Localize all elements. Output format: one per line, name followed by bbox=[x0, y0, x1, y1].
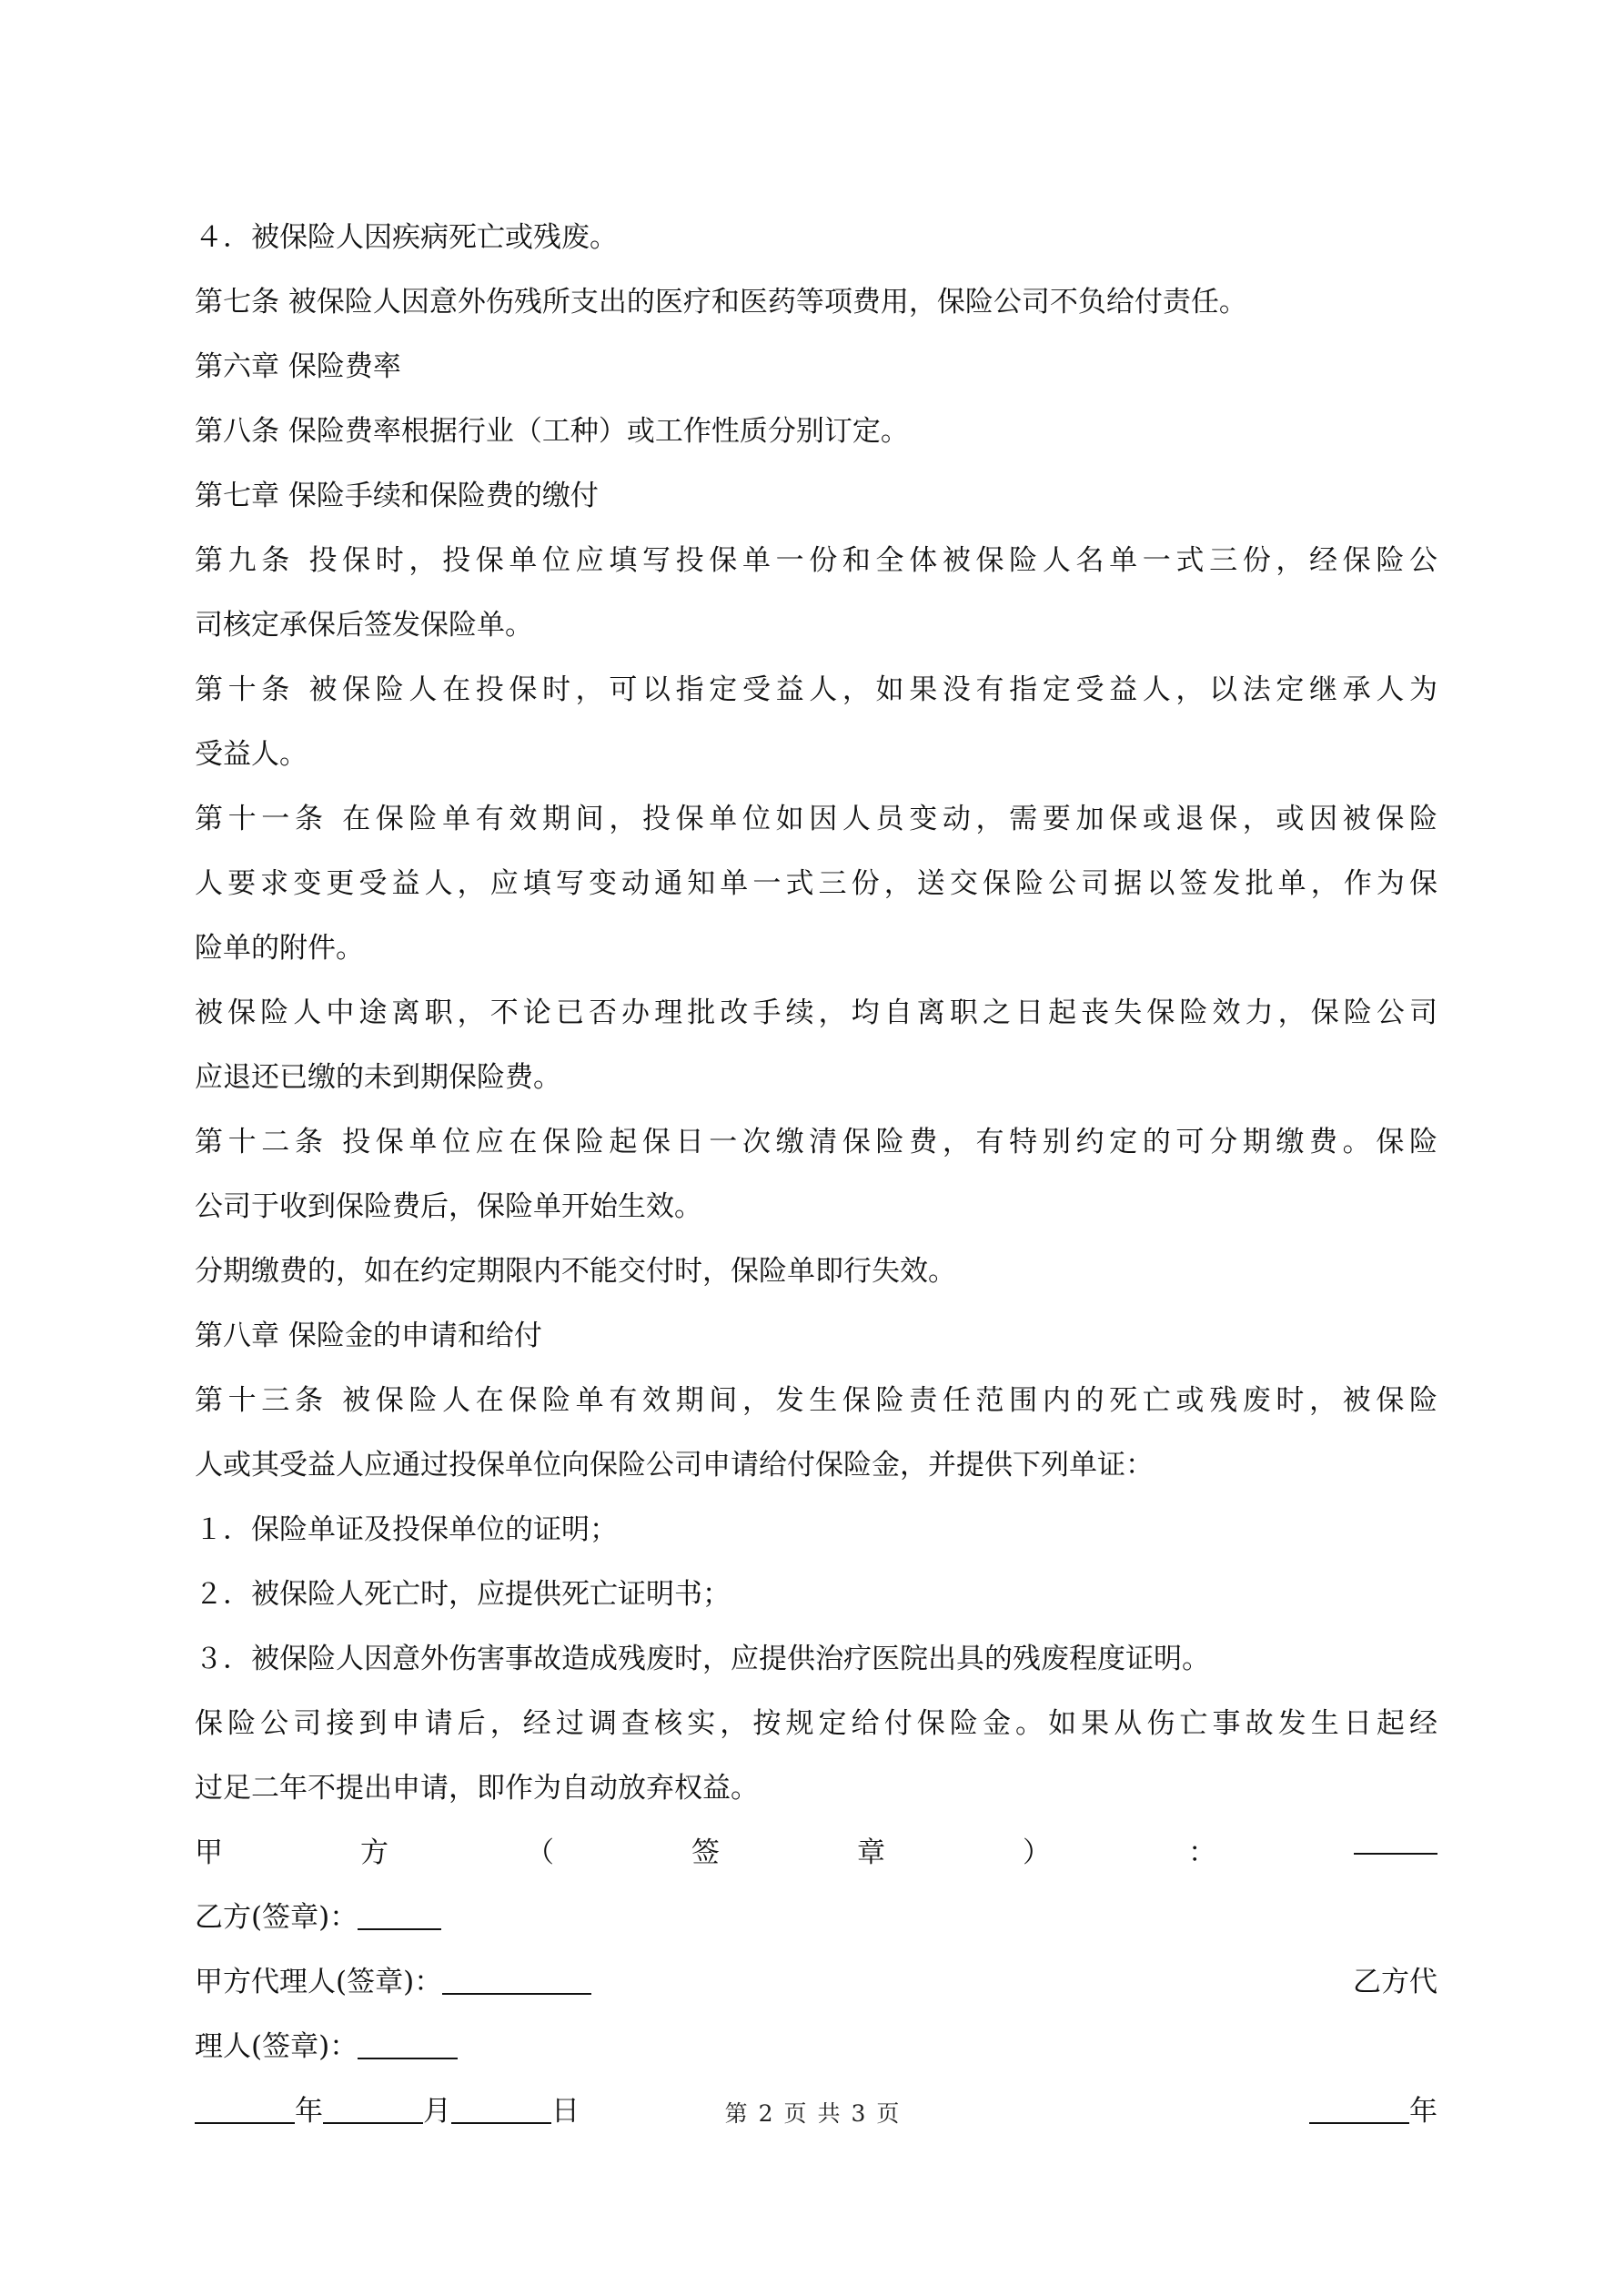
clause-11-line-2: 人要求变更受益人，应填写变动通知单一式三份，送交保险公司据以签发批单，作为保 bbox=[195, 867, 1437, 900]
sig-char: ） bbox=[1023, 1836, 1051, 1869]
signature-blank bbox=[442, 1993, 591, 1995]
sig-char: ： bbox=[1188, 1836, 1216, 1869]
clause-11-line-1: 第十一条 在保险单有效期间，投保单位如因人员变动，需要加保或退保，或因被保险 bbox=[195, 803, 1437, 835]
party-b-label: 乙方(签章)： bbox=[195, 1901, 358, 1934]
clause-7: 第七条 被保险人因意外伤残所支出的医疗和医药等项费用，保险公司不负给付责任。 bbox=[195, 286, 1247, 319]
party-b-agent-label-part2: 理人(签章)： bbox=[195, 2030, 358, 2063]
party-b-agent-label-part1: 乙方代 bbox=[1353, 1966, 1437, 1998]
signature-blank bbox=[358, 2058, 458, 2059]
total-page-number: 3 bbox=[851, 2100, 866, 2127]
year-label-right: 年 bbox=[1409, 2095, 1437, 2128]
sig-char: 方 bbox=[360, 1836, 388, 1869]
paragraph-line: 分期缴费的，如在约定期限内不能交付时，保险单即行失效。 bbox=[195, 1255, 956, 1288]
clause-13-line-2: 人或其受益人应通过投保单位向保险公司申请给付保险金，并提供下列单证： bbox=[195, 1449, 1154, 1482]
list-item: ２．被保险人死亡时，应提供死亡证明书； bbox=[195, 1578, 731, 1611]
clause-11-line-3: 险单的附件。 bbox=[195, 932, 364, 965]
signature-blank bbox=[358, 1928, 441, 1930]
sig-char: （ bbox=[526, 1836, 554, 1869]
sig-char: 甲 bbox=[195, 1836, 223, 1869]
list-item: ４．被保险人因疾病死亡或残废。 bbox=[195, 221, 618, 254]
paragraph-line: 保险公司接到申请后，经过调查核实，按规定给付保险金。如果从伤亡事故发生日起经 bbox=[195, 1707, 1437, 1740]
list-item: ３．被保险人因意外伤害事故造成残废时，应提供治疗医院出具的残废程度证明。 bbox=[195, 1643, 1210, 1675]
party-b-signature-row bbox=[195, 1886, 1437, 1950]
clause-9-line-1: 第九条 投保时，投保单位应填写投保单一份和全体被保险人名单一式三份，经保险公 bbox=[195, 544, 1437, 577]
party-a-agent-row bbox=[195, 1950, 1437, 2015]
sig-char: 签 bbox=[691, 1836, 720, 1869]
signature-blank bbox=[1354, 1853, 1437, 1855]
party-a-agent-label: 甲方代理人(签章)： bbox=[195, 1966, 443, 1998]
footer-page-label: 页 bbox=[783, 2100, 807, 2127]
chapter-8-heading: 第八章 保险金的申请和给付 bbox=[195, 1320, 542, 1352]
page-footer bbox=[0, 2100, 1624, 2128]
list-item: １．保险单证及投保单位的证明； bbox=[195, 1513, 618, 1546]
clause-10-line-2: 受益人。 bbox=[195, 738, 308, 771]
party-a-signature-row bbox=[195, 1821, 1437, 1886]
clause-9-line-2: 司核定承保后签发保险单。 bbox=[195, 609, 533, 642]
footer-prefix: 第 bbox=[724, 2100, 748, 2127]
footer-total-label: 共 bbox=[817, 2100, 841, 2127]
month-label: 月 bbox=[423, 2095, 451, 2128]
paragraph-line: 过足二年不提出申请，即作为自动放弃权益。 bbox=[195, 1772, 759, 1805]
document-body bbox=[195, 206, 1437, 2144]
current-page-number: 2 bbox=[758, 2100, 773, 2127]
chapter-6-heading: 第六章 保险费率 bbox=[195, 350, 401, 383]
party-b-agent-row bbox=[195, 2015, 1437, 2079]
clause-13-line-1: 第十三条 被保险人在保险单有效期间，发生保险责任范围内的死亡或残废时，被保险 bbox=[195, 1384, 1437, 1417]
day-label: 日 bbox=[551, 2095, 580, 2128]
clause-12-line-2: 公司于收到保险费后，保险单开始生效。 bbox=[195, 1190, 702, 1223]
sig-char: 章 bbox=[857, 1836, 885, 1869]
paragraph-line: 被保险人中途离职，不论已否办理批改手续，均自离职之日起丧失保险效力，保险公司 bbox=[195, 996, 1437, 1029]
clause-8: 第八条 保险费率根据行业（工种）或工作性质分别订定。 bbox=[195, 415, 909, 448]
year-label: 年 bbox=[295, 2095, 323, 2128]
footer-suffix: 页 bbox=[876, 2100, 900, 2127]
paragraph-line: 应退还已缴的未到期保险费。 bbox=[195, 1061, 561, 1094]
clause-10-line-1: 第十条 被保险人在投保时，可以指定受益人，如果没有指定受益人，以法定继承人为 bbox=[195, 673, 1437, 706]
chapter-7-heading: 第七章 保险手续和保险费的缴付 bbox=[195, 480, 599, 512]
clause-12-line-1: 第十二条 投保单位应在保险起保日一次缴清保险费，有特别约定的可分期缴费。保险 bbox=[195, 1126, 1437, 1158]
